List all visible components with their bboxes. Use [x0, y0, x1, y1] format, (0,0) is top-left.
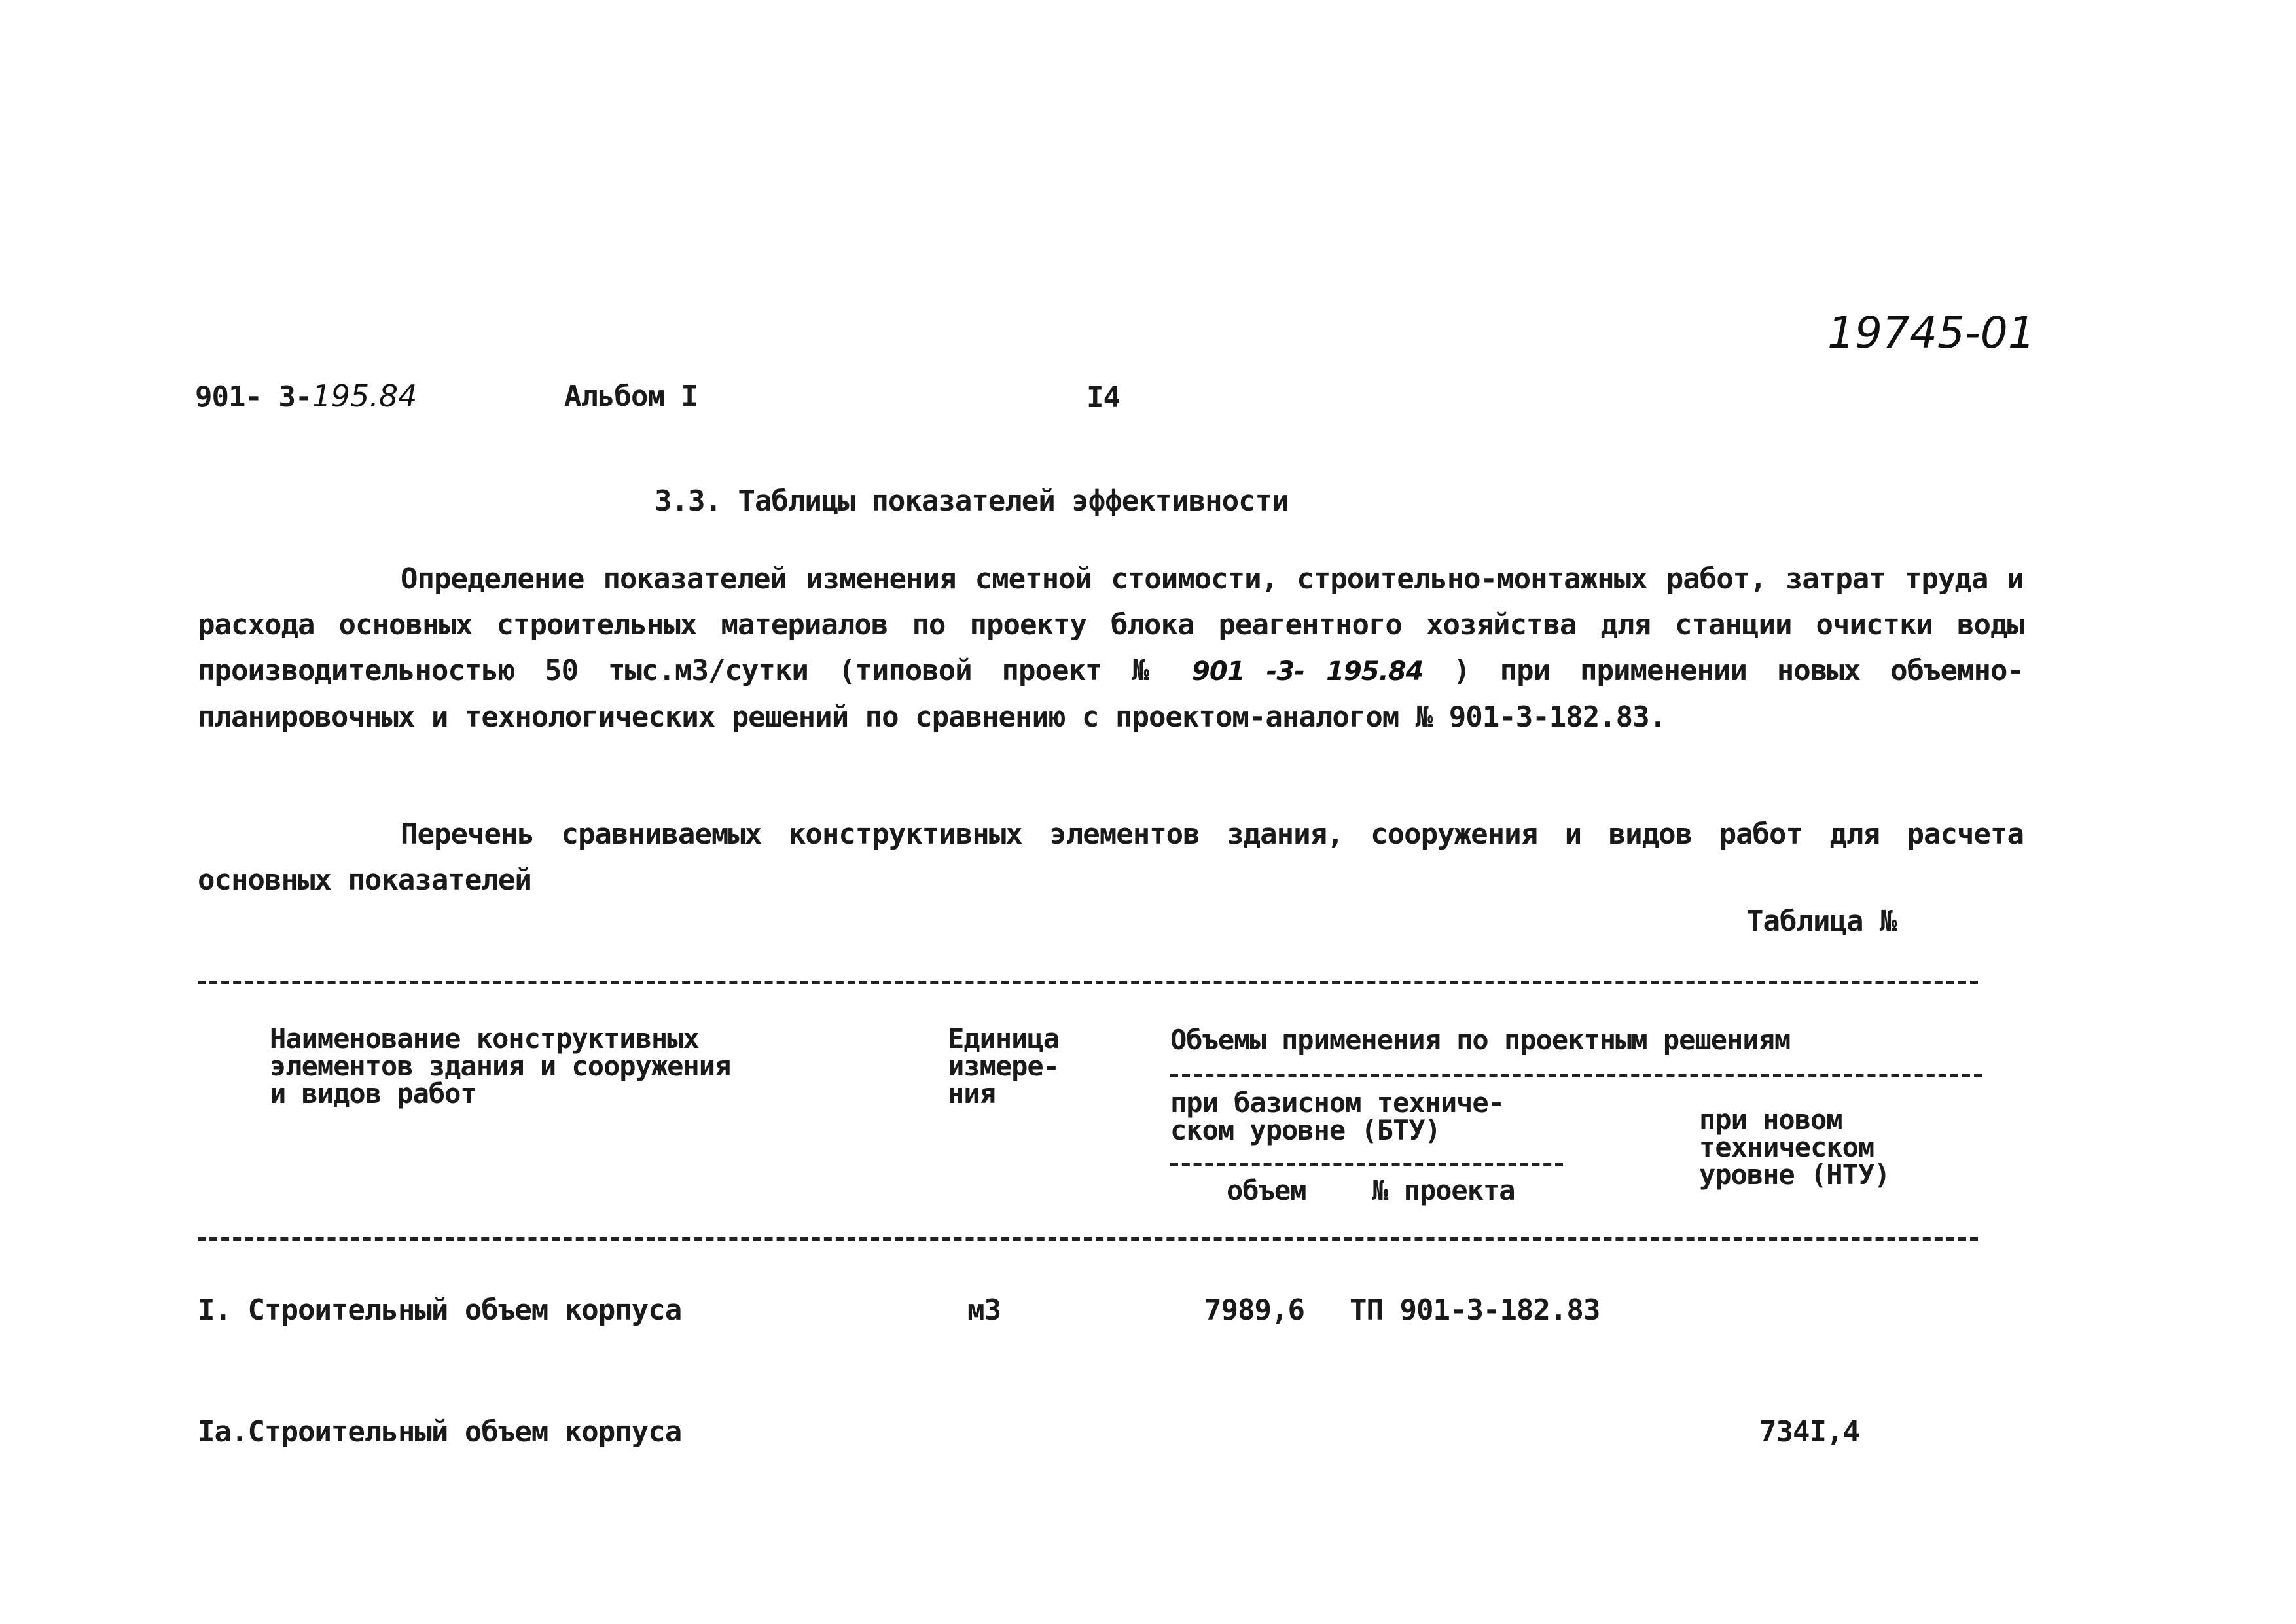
header-ntu-line2: техническом [1699, 1131, 1874, 1163]
document-code [195, 378, 417, 414]
header-volumes-rule [1170, 1074, 1982, 1077]
header-unit-col [948, 1022, 1060, 1110]
header-ntu-line1: при новом [1699, 1104, 1842, 1136]
header-ntu-line3: уровне (НТУ) [1699, 1159, 1890, 1191]
table-row-2-name: Iа.Строительный объем корпуса [198, 1415, 682, 1449]
document-code-handwritten: 195.84 [312, 378, 418, 414]
header-name-line2: элементов здания и сооружения [270, 1050, 731, 1082]
table-row-1-unit: м3 [967, 1293, 1001, 1327]
header-name-line3: и видов работ [270, 1077, 476, 1110]
table-header-bottom-rule [198, 1237, 1978, 1241]
header-btu [1170, 1089, 1504, 1144]
header-ntu [1699, 1106, 1890, 1189]
intro-paragraph [198, 556, 2024, 740]
table-row-1-btu-volume: 7989,6 [1204, 1293, 1304, 1327]
header-btu-line2: ском уровне (БТУ) [1170, 1114, 1441, 1146]
section-title: 3.3. Таблицы показателей эффективности [655, 484, 1289, 518]
album-label: Альбом I [564, 380, 698, 413]
header-unit-line1: Единица [948, 1022, 1060, 1055]
header-btu-project: № проекта [1372, 1174, 1515, 1206]
list-paragraph-text: Перечень сравниваемых конструктивных элементов здания, сооружения и видов работ для расчета основных показателей [198, 818, 2024, 897]
header-btu-rule [1170, 1163, 1563, 1166]
archive-number: 19745-01 [1827, 308, 2036, 358]
list-paragraph [198, 812, 2024, 903]
header-name-line1: Наименование конструктивных [270, 1022, 699, 1055]
header-volumes: Объемы применения по проектным решениям [1170, 1024, 1791, 1056]
intro-text-start: Определение показателей изменения сметной стоимости, строительно-монтажных работ, затрат труда и расхода основных строительных материалов по проекту блока реагентного хозяйства для станции очистки воды производительностью 50 тыс.м3/сутки (типовой проект № [198, 562, 2024, 687]
page-number: I4 [1086, 381, 1120, 414]
header-btu-volume: объем [1227, 1174, 1306, 1206]
table-label: Таблица № [1746, 905, 1897, 938]
header-unit-line3: ния [948, 1077, 996, 1110]
table-row-1-btu-project: ТП 901-3-182.83 [1350, 1293, 1600, 1327]
document-code-typed: 901- 3- [195, 380, 312, 414]
table-row-2-ntu: 734I,4 [1759, 1415, 1859, 1449]
header-unit-line2: измере- [948, 1050, 1060, 1082]
table-top-rule [198, 981, 1978, 984]
header-name-col [270, 1022, 731, 1110]
table-row-1-name: I. Строительный объем корпуса [198, 1293, 682, 1327]
header-btu-line1: при базисном техниче- [1170, 1087, 1505, 1119]
intro-text-end: ) при применении новых объемно-планировочных и технологических решений по сравнению с проектом-аналогом № 901-3-182.83. [198, 654, 2024, 734]
project-number-handwritten: 901 -3- 195.84 [1192, 657, 1424, 687]
